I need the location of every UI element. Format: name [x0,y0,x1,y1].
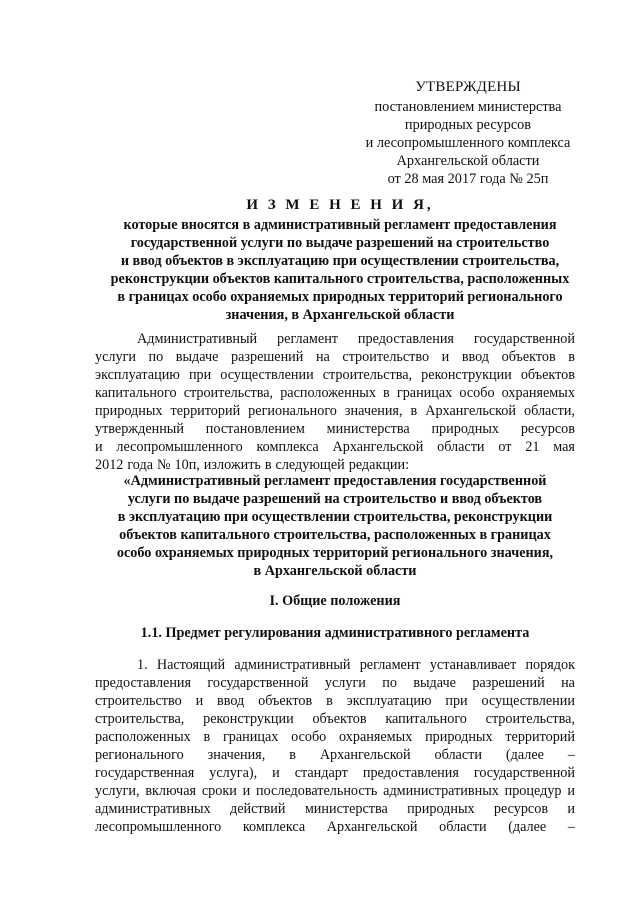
word: границах [396,385,453,401]
word: значения, [344,403,403,419]
word: строительства, [322,367,413,383]
paragraph-line [95,330,575,348]
paragraph-line [95,438,575,456]
word: регламент [359,657,421,673]
word: государственной [473,331,575,347]
word: государственной [207,675,309,691]
title-line: в границах особо охраняемых природных территорий регионального [117,289,563,305]
word: и [195,693,204,709]
word: области [434,747,482,763]
quote-line: объектов капитального строительства, расположенных в границах [119,527,551,543]
word: административных [383,783,499,799]
word: ресурсов [493,801,549,817]
word: в [326,693,333,709]
approval-line: природных ресурсов [404,117,532,133]
word: изложить [203,457,261,473]
word: в [383,385,390,401]
word: особо [291,729,327,745]
paragraph-line [95,746,575,764]
word: ввод [217,693,245,709]
word: ввод [461,349,490,365]
word: – [567,819,575,835]
word: и [95,439,103,455]
body-paragraph [95,656,575,836]
word: Архангельской [425,403,516,419]
word: выдаче [175,349,219,365]
word: значения, [207,747,266,763]
approval-line: Архангельской области [396,153,540,169]
word: в [264,457,272,473]
title-line: которые вносятся в административный регламент предоставления [123,217,557,233]
paragraph-line [95,348,575,366]
word: строительства, [485,711,575,727]
approval-line: от 28 мая 2017 года № 25п [387,171,549,187]
word: капитального [95,385,177,401]
quote-line: в эксплуатацию при осуществлении строительства, реконструкции [117,509,553,525]
title-line: государственной услуги по выдаче разрешений на строительство [130,235,550,251]
word: утвержденный [95,421,184,437]
word: устанавливает [429,657,517,673]
word: области, [524,403,575,419]
word: осуществлении [481,693,575,709]
word: услуги, [95,783,140,799]
word: комплекса [242,819,306,835]
word: области [439,819,487,835]
word: – [567,747,575,763]
word: регионального [248,403,337,419]
word: природных [95,403,163,419]
word: комплекса [256,439,319,455]
word: особо [459,385,495,401]
word: природных [425,729,493,745]
quote-line: «Административный регламент предоставления государственной [123,473,547,489]
word: министерства [304,801,388,817]
word: государственной [473,765,575,781]
word: Административный [137,331,258,347]
word: Архангельской [319,747,411,763]
word: эксплуатацию [95,367,180,383]
paragraph-line [95,656,575,674]
word: 21 [525,439,540,455]
word: административный [234,657,351,673]
document-title [80,196,600,324]
word: строительства, [95,711,185,727]
quote-line: услуги по выдаче разрешений на строительство и ввод объектов [127,491,543,507]
word: регламент [277,331,338,347]
approval-stamp [330,78,606,188]
word: территорий [505,729,575,745]
word: предоставления [357,331,454,347]
paragraph-line [95,710,575,728]
paragraph-line [95,366,575,384]
word: и [272,765,280,781]
word: капитального [385,711,467,727]
word: при [188,367,212,383]
word: предоставления [362,765,459,781]
word: министерства [326,421,410,437]
word: в [203,729,211,745]
approval-line: и лесопромышленного комплекса [365,135,571,151]
quote-line: особо охраняемых природных территорий регионального значения, [116,545,554,561]
word: природных [431,421,499,437]
word: процедур [504,783,562,799]
title-line: и ввод объектов в эксплуатацию при осуществлении строительства, [120,253,560,269]
word: реконструкции [203,711,294,727]
word: охраняемых [501,385,575,401]
word: при [445,693,468,709]
word: эксплуатацию [346,693,432,709]
word: Настоящий [156,657,226,673]
word: и [441,349,450,365]
word: действий [230,801,286,817]
intro-paragraph [95,330,575,474]
word: объектов [312,711,367,727]
word: Архангельской [326,819,418,835]
word: в [410,403,418,419]
word: стандарт [294,765,348,781]
word: редакции: [348,457,410,473]
word: административных [95,801,211,817]
word: лесопромышленного [116,439,243,455]
word: (далее [508,819,547,835]
word: расположенных [280,385,376,401]
regulation-title-quote [95,472,575,580]
word: по [148,349,164,365]
word: реконструкции [421,367,512,383]
word: по [382,675,397,691]
title-heading: И З М Е Н Е Н И Я, [246,197,434,213]
word: и [242,783,251,799]
word: постановлением [205,421,305,437]
word: строительство [342,349,430,365]
word: услуга), [209,765,258,781]
word: 2012 [95,457,124,473]
paragraph-line [95,402,575,420]
word: предоставления [95,675,192,691]
word: объектов [520,367,575,383]
title-line: значения, в Архангельской области [225,307,455,323]
word: объектов [258,693,313,709]
paragraph-line [95,420,575,438]
word: в [289,747,296,763]
word: в [568,349,575,365]
word: строительства, [183,385,274,401]
approval-heading: УТВЕРЖДЕНЫ [415,79,521,95]
word: осуществлении [220,367,314,383]
paragraph-line [95,728,575,746]
paragraph-line [95,384,575,402]
word: 10п, [174,457,200,473]
word: разрешений [230,349,304,365]
word: года [127,457,154,473]
word: мая [553,439,575,455]
word: Архангельской [332,439,424,455]
title-line: реконструкции объектов капитального строительства, расположенных [110,271,570,287]
quote-line: в Архангельской области [253,563,417,579]
word: области [437,439,485,455]
word: и [567,801,575,817]
paragraph-line [95,764,575,782]
word: (далее [505,747,544,763]
word: на [561,675,575,691]
word: порядок [525,657,575,673]
approval-line: постановлением министерства [374,99,562,115]
word: регионального [95,747,184,763]
word: строительство [95,693,182,709]
word: выдаче [413,675,456,691]
paragraph-line [95,818,575,836]
paragraph-line [95,674,575,692]
word: от [498,439,512,455]
word: № [156,457,171,473]
subsection-heading: 1.1. Предмет регулирования административного регламента [140,625,530,641]
word: и [567,783,575,799]
word: последовательность [256,783,378,799]
paragraph-line [95,692,575,710]
word: природных [407,801,475,817]
word: разрешений [472,675,545,691]
word: услуги [324,675,366,691]
word: охраняемых [339,729,413,745]
section-heading: I. Общие положения [269,593,401,609]
word: государственная [95,765,195,781]
word: расположенных [95,729,191,745]
word: на [315,349,330,365]
word: следующей [275,457,345,473]
word: услуги [95,349,136,365]
word: границах [222,729,279,745]
paragraph-line [95,782,575,800]
word: территорий [170,403,241,419]
word: ресурсов [520,421,575,437]
word: включая [145,783,197,799]
word: лесопромышленного [95,819,222,835]
word: 1. [137,657,148,673]
word: сроки [201,783,237,799]
paragraph-line [95,800,575,818]
word: объектов [501,349,556,365]
